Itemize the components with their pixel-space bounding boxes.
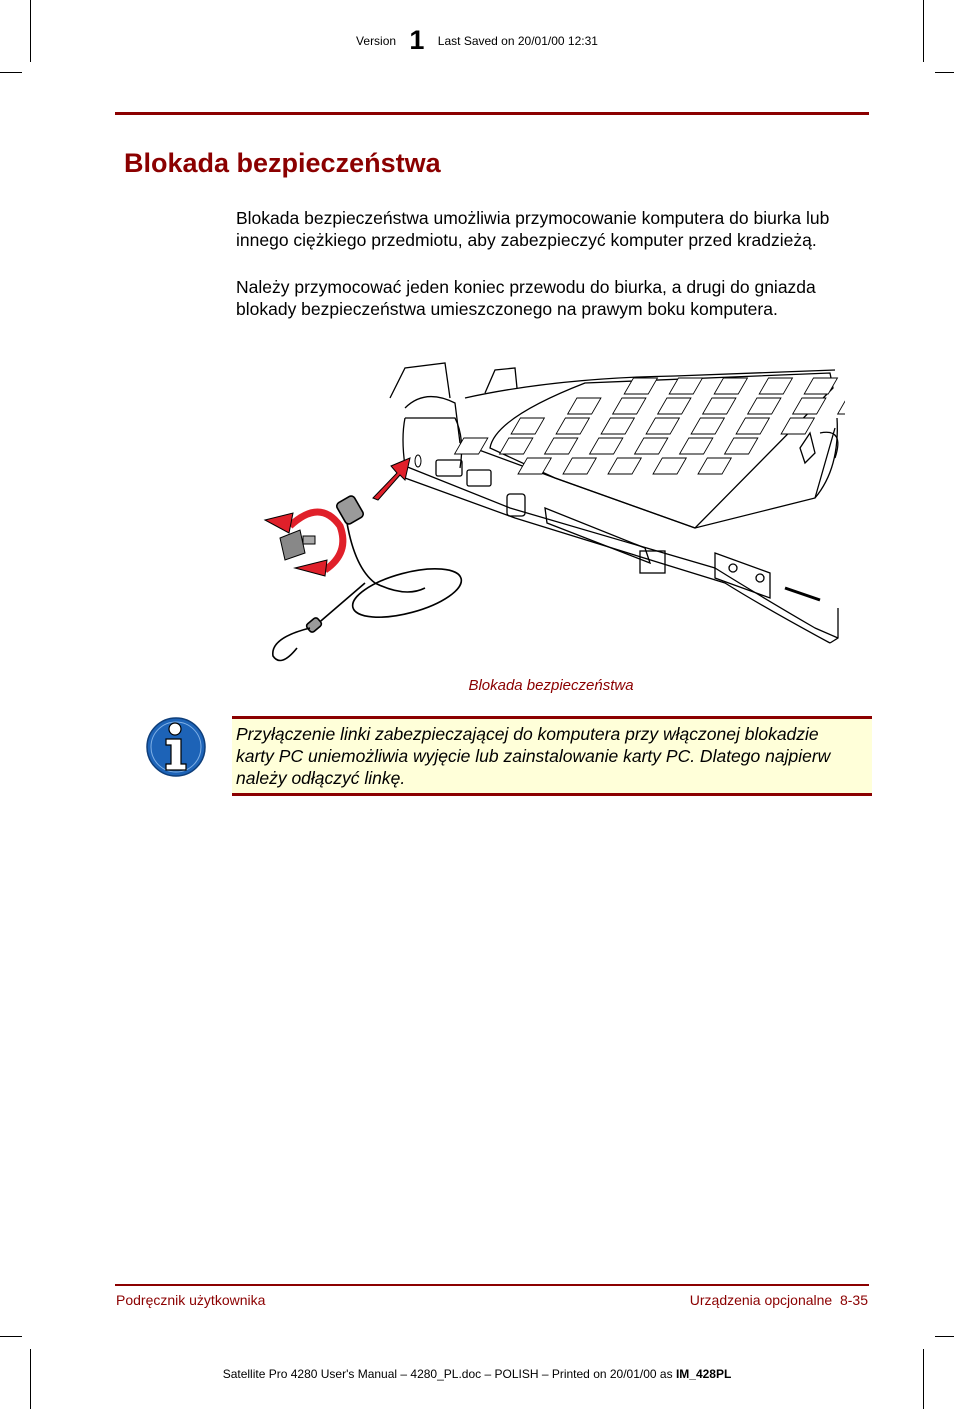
lock-slot (415, 455, 421, 467)
crop-mark (935, 72, 954, 73)
footer-page-info: Urządzenia opcjonalne 8-35 (689, 1292, 868, 1308)
last-saved-label: Last Saved on 20/01/00 12:31 (437, 34, 598, 48)
paragraph-1: Blokada bezpieczeństwa umożliwia przymocowanie komputera do biurka lub innego ciężkiego przedmiotu, aby zabezpieczyć komputer przed kradzieżą. (236, 208, 830, 250)
version-header (0, 25, 954, 56)
print-info (0, 1367, 954, 1381)
print-info-text: Satellite Pro 4280 User's Manual – 4280_PL.doc – POLISH – Printed on 20/01/00 as (222, 1367, 676, 1381)
page-title: Blokada bezpieczeństwa (124, 148, 441, 178)
note-box (232, 716, 872, 796)
key-rotate-icon (265, 512, 343, 576)
version-number: 1 (409, 25, 425, 55)
crop-mark (0, 1336, 22, 1337)
note-text: Przyłączenie linki zabezpieczającej do komputera przy włączonej blokadzie karty PC uniemożliwia wyjęcie lub zainstalowanie karty PC. Dlatego najpierw należy odłączyć linkę. (236, 724, 831, 788)
insert-arrow-icon (373, 458, 410, 500)
footer-manual-name: Podręcznik użytkownika (116, 1292, 266, 1308)
top-rule (115, 112, 869, 115)
paragraph-2: Należy przymocować jeden koniec przewodu do biurka, a drugi do gniazda blokady bezpieczeństwa umieszczonego na prawym boku komputera. (236, 277, 816, 319)
info-icon (145, 716, 207, 778)
print-code: IM_428PL (675, 1367, 732, 1381)
figure-caption: Blokada bezpieczeństwa (468, 677, 634, 694)
crop-mark (0, 72, 22, 73)
crop-mark (935, 1336, 954, 1337)
footer-rule (115, 1284, 869, 1286)
version-label: Version (356, 34, 397, 48)
keyboard-keys (455, 378, 845, 474)
security-lock-illustration (255, 358, 845, 668)
